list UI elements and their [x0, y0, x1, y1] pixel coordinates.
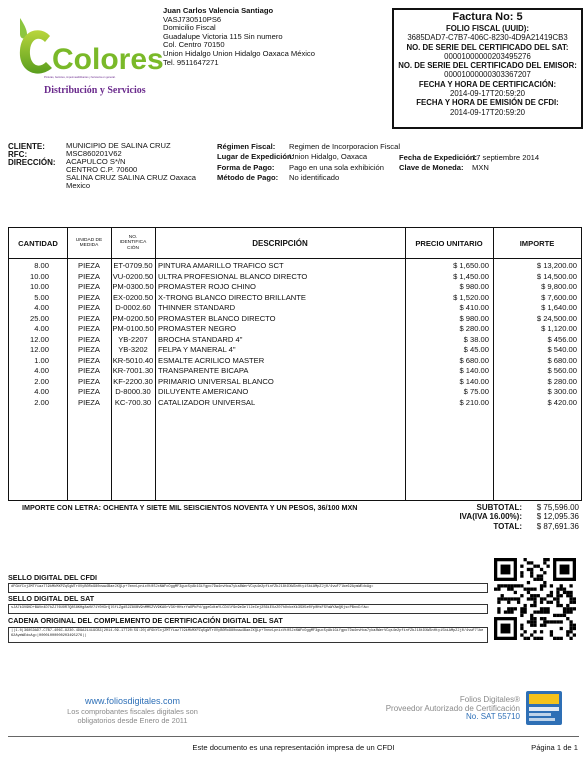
cell-identificacion: PM-0200.50	[112, 313, 154, 323]
issuer-name: Juan Carlos Valencia Santiago	[163, 6, 274, 15]
cell-importe: $ 1,120.00	[541, 324, 577, 333]
logo-subtitle: Distribución y Servicios	[44, 85, 146, 96]
logo-tagline: Pinturas, barnices, impermeabilizantes y ferretería en general.	[44, 76, 116, 79]
cert-emisor-value: 00001000000303367207	[444, 70, 531, 80]
cfdi-note	[40, 707, 225, 725]
fecha-cert-value: 2014-09-17T20:59:20	[450, 89, 525, 99]
cell-importe: $ 560.00	[547, 366, 577, 375]
cell-unidad: PIEZA	[78, 271, 100, 281]
cell-unidad: PIEZA	[78, 366, 100, 375]
metodo-label: Método de Pago:	[217, 173, 279, 183]
pac-name: Folios Digitales®	[459, 695, 520, 704]
issuer-rfc: VASJ730510PS6	[163, 14, 222, 24]
cell-cantidad: 4.00	[34, 324, 49, 333]
regimen-value: Regimen de Incorporacion Fiscal	[289, 142, 401, 151]
cert-sat-value: 00001000000203495276	[444, 51, 531, 61]
issuer-address-3: Union Hidalgo Union Hidalgo Oaxaca México	[163, 48, 315, 58]
cell-identificacion: D-0002.60	[115, 303, 151, 312]
date-labels	[399, 153, 477, 174]
cell-identificacion: KC-700.30	[114, 397, 152, 407]
invoice-header-box	[392, 8, 583, 129]
colores-logo	[12, 14, 164, 100]
table-row	[9, 398, 581, 409]
footer-divider	[8, 736, 579, 737]
total-value: $ 87,691.36	[536, 521, 579, 531]
cfdi-representation-note: Este documento es una representación impresa de un CFDI	[192, 743, 395, 752]
table-row	[9, 293, 581, 304]
table-row	[9, 261, 581, 272]
cell-descripcion: FELPA Y MANERAL 4"	[158, 345, 236, 354]
client-labels	[8, 143, 56, 166]
header-precio: PRECIO UNITARIO	[415, 238, 483, 248]
forma-value: Pago en una sola exhibición	[289, 162, 384, 172]
cell-precio: $ 45.00	[463, 345, 489, 354]
client-dir-2: CENTRO C.P. 70600	[66, 164, 138, 174]
cell-precio: $ 1,650.00	[453, 261, 489, 270]
cliente-label: CLIENTE:	[8, 142, 45, 151]
fecha-emision-value: 2014-09-17T20:59:20	[450, 107, 525, 117]
cell-precio: $ 280.00	[459, 324, 489, 333]
client-values	[66, 142, 236, 189]
sello-sat-label: SELLO DIGITAL DEL SAT	[8, 594, 95, 603]
regimen-label: Régimen Fiscal:	[217, 142, 276, 151]
cell-unidad: PIEZA	[78, 387, 100, 396]
folio-value: 3685DAD7-C7B7-406C-8230-4D9A21419CB3	[407, 33, 568, 43]
fecha-expedicion-value: 17 septiembre 2014	[472, 153, 540, 162]
cell-precio: $ 1,450.00	[453, 271, 489, 281]
cell-descripcion: ESMALTE ACRILICO MASTER	[158, 355, 265, 365]
metodo-value: No identificado	[289, 173, 340, 183]
cert-emisor-label: NO. DE SERIE DEL CERTIFICADO DEL EMISOR:	[398, 61, 577, 71]
table-row	[9, 303, 581, 314]
cell-cantidad: 12.00	[29, 334, 49, 344]
table-row	[9, 387, 581, 398]
cell-descripcion: PRIMARIO UNIVERSAL BLANCO	[158, 376, 274, 386]
cell-cantidad: 8.00	[34, 261, 49, 270]
fecha-cert-label: FECHA Y HORA DE CERTIFICACIÓN:	[418, 79, 557, 89]
cell-descripcion: CATALIZADOR UNIVERSAL	[158, 397, 256, 407]
cell-cantidad: 4.00	[34, 366, 49, 375]
lugar-label: Lugar de Expedición:	[217, 152, 295, 162]
pac-badge-icon	[524, 689, 564, 727]
cell-descripcion: X-TRONG BLANCO DIRECTO BRILLANTE	[158, 292, 306, 302]
cell-descripcion: PINTURA AMARILLO TRAFICO SCT	[158, 261, 284, 270]
iva-value: $ 12,095.36	[536, 512, 579, 522]
pac-number: No. SAT 55710	[466, 712, 520, 722]
logo-word: Colores	[52, 43, 164, 76]
issuer-address-2: Col. Centro 70150	[163, 40, 225, 50]
cell-identificacion: KF-2200.30	[113, 376, 153, 386]
cell-descripcion: DILUYENTE AMERICANO	[158, 387, 249, 396]
cell-cantidad: 12.00	[29, 345, 49, 354]
cell-identificacion: VU-0200.50	[112, 271, 154, 281]
issuer-domicilio-label: Domicilio Fiscal	[163, 23, 216, 33]
folios-website-link[interactable]: www.foliosdigitales.com	[84, 696, 181, 706]
cfdi-note-line-2: obligatorios desde Enero de 2011	[77, 716, 188, 725]
cfdi-note-line-1: Los comprobantes fiscales digitales son	[67, 707, 198, 716]
invoice-title: Factura No: 5	[452, 11, 523, 23]
cell-importe: $ 7,600.00	[541, 292, 577, 302]
issuer-phone: Tel. 9511647271	[163, 57, 219, 67]
page-number: Página 1 de 1	[531, 743, 578, 752]
cell-importe: $ 1,640.00	[541, 303, 577, 312]
cell-descripcion: THINNER STANDARD	[158, 303, 236, 312]
cell-importe: $ 280.00	[547, 376, 577, 386]
importe-con-letra: IMPORTE CON LETRA: OCHENTA Y SIETE MIL SEISCIENTOS NOVENTA Y UN PESOS, 36/100 MXN	[22, 503, 358, 512]
cell-importe: $ 300.00	[547, 387, 577, 396]
cell-cantidad: 10.00	[29, 282, 49, 291]
cell-importe: $ 24,500.00	[536, 313, 577, 323]
pac-info	[375, 696, 520, 722]
header-descripcion: DESCRIPCIÓN	[252, 238, 308, 248]
cell-descripcion: TRANSPARENTE BICAPA	[158, 366, 249, 375]
table-row	[9, 282, 581, 293]
cadena-original-label: CADENA ORIGINAL DEL COMPLEMENTO DE CERTIFICACIÓN DIGITAL DEL SAT	[8, 616, 283, 625]
cell-importe: $ 680.00	[547, 355, 577, 365]
cell-precio: $ 680.00	[459, 355, 489, 365]
sello-cfdi-label: SELLO DIGITAL DEL CFDI	[8, 573, 98, 582]
table-row	[9, 324, 581, 335]
iva-label: IVA(IVA 16.00%):	[459, 512, 522, 522]
cell-importe: $ 456.00	[547, 334, 577, 344]
cell-unidad: PIEZA	[78, 376, 100, 386]
cell-precio: $ 980.00	[459, 313, 489, 323]
cell-identificacion: PM-0300.50	[112, 282, 154, 291]
client-dir-3: SALINA CRUZ SALINA CRUZ Oaxaca	[66, 172, 196, 182]
header-divider	[9, 258, 581, 259]
forma-label: Forma de Pago:	[217, 162, 275, 172]
table-row	[9, 356, 581, 367]
cadena-original-value: ||1.0|3685DAD7-C7B7-406C-8230-4D9A21419CB3|2014-09-17T20:59:20|dFGbYCxj2MTYiaz7l9kMkMXPZq5gWTrUVyB0Ro980oww4BaeJXQLp+7mnvLpnicVt0SJxNWFcOggMF3guc5yAb1GiYgpo7Da4nvHoa7yka8WerVCqs4e2pfinfZbJ18tDXW3nHtyi5biAMpZJj0/4vwF7lbe62AymWEdoAg=|00001000000203495276||	[8, 627, 488, 643]
items-table	[8, 227, 582, 501]
cell-unidad: PIEZA	[78, 292, 100, 302]
cell-cantidad: 2.00	[34, 376, 49, 386]
issuer-block	[163, 7, 368, 67]
cell-unidad: PIEZA	[78, 282, 100, 291]
lugar-value: Union Hidalgo, Oaxaca	[289, 152, 368, 162]
cell-unidad: PIEZA	[78, 313, 100, 323]
pac-role: Proveedor Autorizado de Certificación	[385, 703, 520, 713]
cell-unidad: PIEZA	[78, 261, 100, 270]
cell-importe: $ 540.00	[547, 345, 577, 354]
cell-importe: $ 420.00	[547, 397, 577, 407]
cell-identificacion: YB-3202	[118, 345, 148, 354]
cell-descripcion: PROMASTER BLANCO DIRECTO	[158, 313, 276, 323]
fecha-expedicion-label: Fecha de Expedición:	[399, 153, 478, 162]
client-rfc: MSC860201V62	[66, 148, 122, 158]
cell-unidad: PIEZA	[78, 355, 100, 365]
folio-label: FOLIO FISCAL (UUID):	[445, 24, 529, 33]
cell-cantidad: 25.00	[29, 313, 49, 323]
direccion-label: DIRECCIÓN:	[8, 157, 56, 167]
table-row	[9, 366, 581, 377]
cell-precio: $ 210.00	[459, 397, 489, 407]
cell-identificacion: YB-2207	[118, 334, 148, 344]
cell-precio: $ 38.00	[463, 334, 489, 344]
cell-descripcion: PROMASTER ROJO CHINO	[158, 282, 256, 291]
fecha-emision-label: FECHA Y HORA DE EMISIÓN DE CFDI:	[416, 98, 559, 108]
header-cantidad: CANTIDAD	[18, 238, 58, 248]
cell-descripcion: ULTRA PROFESIONAL BLANCO DIRECTO	[158, 271, 308, 281]
cell-unidad: PIEZA	[78, 397, 100, 407]
cell-identificacion: ET-0709.50	[113, 261, 153, 270]
cell-identificacion: EX-0200.50	[112, 292, 154, 302]
cell-precio: $ 140.00	[459, 376, 489, 386]
cell-precio: $ 1,520.00	[453, 292, 489, 302]
cell-cantidad: 2.00	[34, 397, 49, 407]
header-identificacion: NO. IDENTIFICA CIÓN	[119, 234, 147, 251]
cell-importe: $ 9,800.00	[541, 282, 577, 291]
table-row	[9, 335, 581, 346]
client-name: MUNICIPIO DE SALINA CRUZ	[66, 141, 171, 150]
table-row	[9, 272, 581, 283]
cell-unidad: PIEZA	[78, 303, 100, 312]
cell-identificacion: KR-5010.40	[112, 355, 154, 365]
table-body	[9, 261, 581, 408]
cell-identificacion: PM-0100.50	[112, 324, 154, 333]
fiscal-values	[289, 142, 400, 184]
date-values	[472, 153, 539, 174]
cell-cantidad: 1.00	[34, 355, 49, 365]
header-importe: IMPORTE	[519, 238, 555, 248]
moneda-label: Clave de Moneda:	[399, 163, 464, 173]
cell-unidad: PIEZA	[78, 334, 100, 344]
cell-precio: $ 140.00	[459, 366, 489, 375]
cell-precio: $ 75.00	[463, 387, 489, 396]
qr-code-icon	[494, 558, 576, 640]
header-unidad: UNIDAD DE MEDIDA	[75, 237, 103, 248]
cell-identificacion: KR-7001.30	[112, 366, 154, 375]
rfc-label: RFC:	[8, 149, 28, 159]
sello-sat-value: sJA7k3V9KD+BAVn4D7kZJ76UOR7Q858KHg8aHV71Y0H3rQl5fLZgdS2Z8XBV9hMM5ZVV9KAOrV3X+HHsrYaOPbPd/ggeGdtmYLCD4lf9n9e3ellJeCej2S6iEUzZ07hOvkeXk3SX5e0Yp0HsFSYaWYAmQKjscPBnvD/Uw=	[8, 604, 488, 614]
issuer-address-1: Guadalupe Victoria 115 Sin numero	[163, 31, 283, 41]
cell-cantidad: 4.00	[34, 387, 49, 396]
cell-importe: $ 14,500.00	[536, 271, 577, 281]
cell-unidad: PIEZA	[78, 345, 100, 354]
cell-descripcion: BROCHA STANDARD 4"	[158, 334, 243, 344]
total-label: TOTAL:	[493, 521, 522, 531]
sello-cfdi-value: dFGbYCxj2MTYiaz7l9kMkMXPZq5gWTrUVyB0Ro980oww4BaeJXQLp+7mnvLpnicVt0SJxNWFcOggMF3guc5yAb1GiYgpo7Da4nvHoa7yka8WerVCqs4e2pfinfZbJ18tDXW3nHtyi5biAMpZJj0/4vwF7lbe62AymWEdoAg=	[8, 583, 488, 593]
cell-cantidad: 4.00	[34, 303, 49, 312]
client-dir-4: Mexico	[66, 180, 91, 190]
cell-identificacion: D-8000.30	[115, 387, 151, 396]
fiscal-labels	[217, 142, 294, 184]
cell-cantidad: 5.00	[34, 292, 49, 302]
client-dir-1: ACAPULCO S*/N	[66, 156, 126, 166]
moneda-value: MXN	[472, 163, 489, 173]
cell-precio: $ 980.00	[459, 282, 489, 291]
cert-sat-label: NO. DE SERIE DEL CERTIFICADO DEL SAT:	[406, 42, 569, 52]
cell-unidad: PIEZA	[78, 324, 100, 333]
totals-labels	[430, 503, 522, 531]
cell-descripcion: PROMASTER NEGRO	[158, 324, 237, 333]
cell-importe: $ 13,200.00	[536, 261, 577, 270]
totals-values	[526, 503, 579, 531]
table-row	[9, 377, 581, 388]
table-row	[9, 345, 581, 356]
table-row	[9, 314, 581, 325]
cell-precio: $ 410.00	[459, 303, 489, 312]
subtotal-label: SUBTOTAL:	[476, 503, 522, 512]
subtotal-value: $ 75,596.00	[536, 503, 579, 512]
cell-cantidad: 10.00	[29, 271, 49, 281]
